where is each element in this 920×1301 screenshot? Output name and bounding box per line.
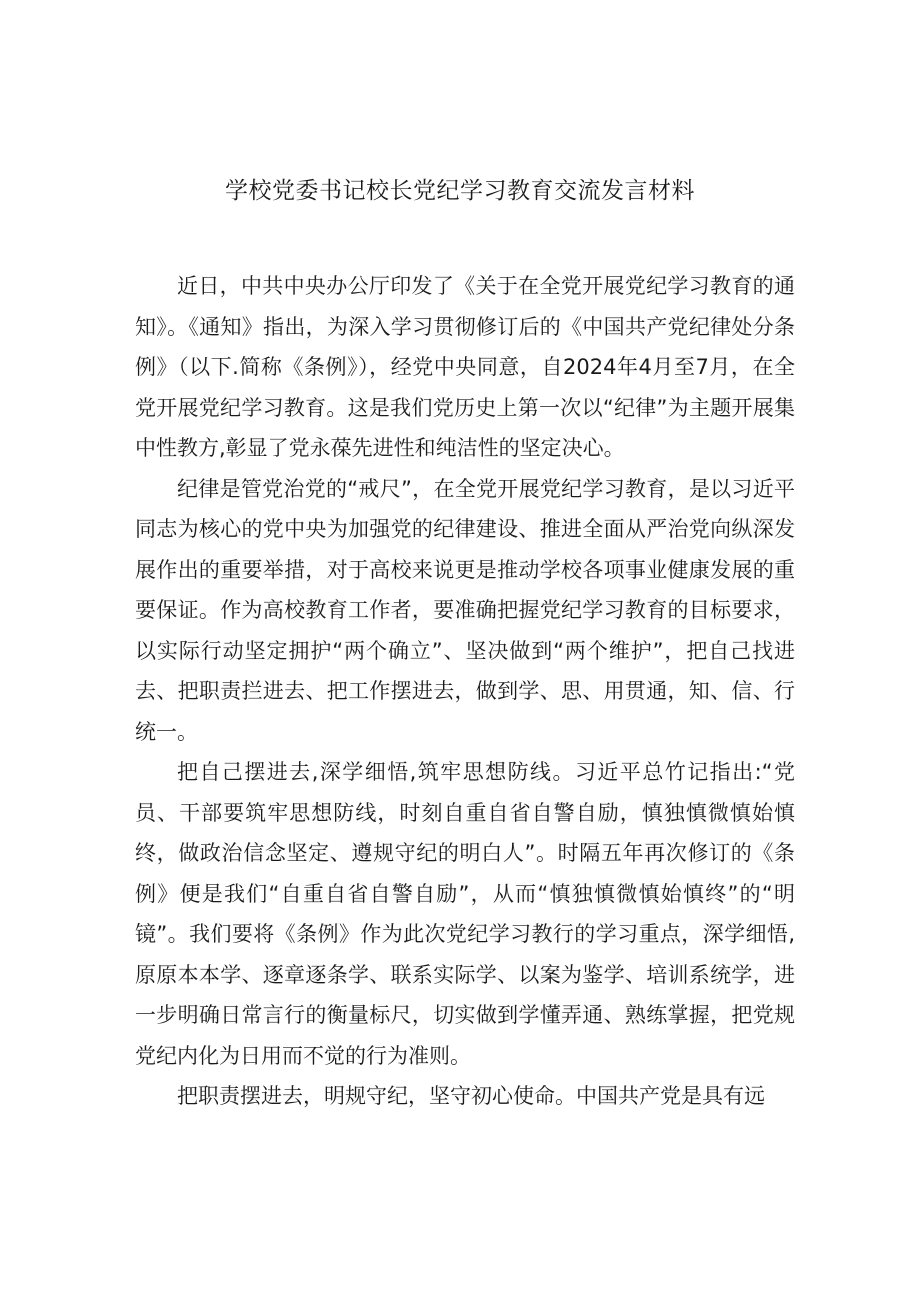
document-body [135, 266, 795, 1117]
paragraph-3: 把自己摆进去,深学细悟,筑牢思想防线。习近平总竹记指出:“党员、干部要筑牢思想防线，时刻自重自省自警自励，慎独慎微慎始慎终，做政治信念坚定、遵规守纪的明白人”。时隔五年再次修订的《条例》便是我们“自重自省自警自励”，从而“慎独慎微慎始慎终”的“明镜”。我们要将《条例》作为此次党纪学习教行的学习重点，深学细悟,原原本本学、逐章逐条学、联系实际学、以案为鉴学、培训系统学，进一步明确日常言行的衡量标尺，切实做到学懂弄通、熟练掌握，把党规党纪内化为日用而不觉的行为准则。 [135, 760, 795, 1068]
paragraph-2: 纪律是管党治党的“戒尺”，在全党开展党纪学习教育，是以习近平同志为核心的党中央为加强党的纪律建设、推进全面从严治党向纵深发展作出的重要举措，对于高校来说更是推动学校各项事业健康发展的重要保证。作为高校教育工作者，要准确把握党纪学习教育的目标要求，以实际行动坚定拥护“两个确立”、坚决做到“两个维护”，把自己找进去、把职责拦进去、把工作摆进去，做到学、思、用贯通，知、信、行统一。 [135, 476, 795, 744]
paragraph-4: 把职责摆进去，明规守纪，坚守初心使命。中国共产党是具有远 [177, 1084, 765, 1108]
document-title: 学校党委书记校长党纪学习教育交流发言材料 [225, 178, 695, 204]
paragraph-1: 近日，中共中央办公厅印发了《关于在全党开展党纪学习教育的通知》。《通知》指出，为深入学习贯彻修订后的《中国共产党纪律处分条例》（以下.简称《条例》），经党中央同意，自2024年4月至7月，在全党开展党纪学习教育。这是我们党历史上第一次以“纪律”为主题开展集中性教方,彰显了党永葆先进性和纯洁性的坚定决心。 [135, 274, 795, 460]
